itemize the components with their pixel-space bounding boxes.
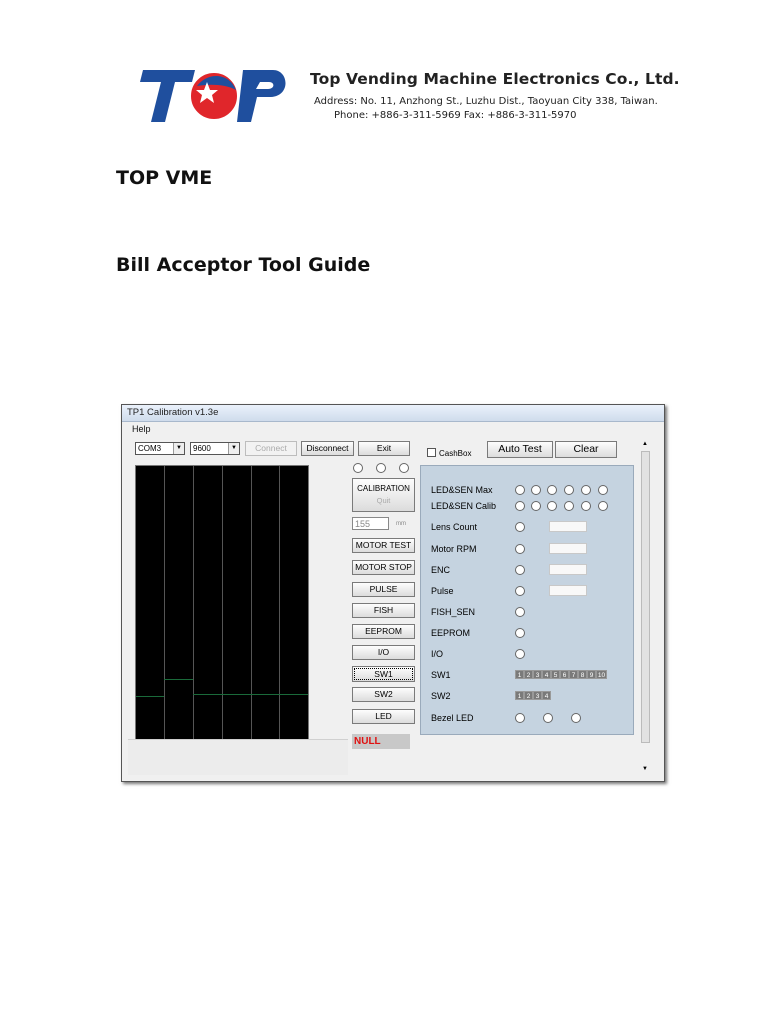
sw2-button[interactable]: SW2 [352,687,415,702]
scroll-down-icon[interactable]: ▼ [642,766,648,772]
pulse-label: Pulse [431,586,454,596]
baud-select[interactable] [190,442,240,455]
motor-stop-button[interactable]: MOTOR STOP [352,560,415,575]
led-calib-radio-3[interactable] [547,501,557,511]
scroll-up-icon[interactable]: ▲ [642,441,648,447]
sw2-label: SW2 [431,691,451,701]
fish-sen-radio[interactable] [515,607,525,617]
eeprom-button[interactable]: EEPROM [352,624,415,639]
sw2-key-2[interactable]: 2 [524,691,533,700]
led-max-radio-5[interactable] [581,485,591,495]
led-sen-max-label: LED&SEN Max [431,485,493,495]
pulse-field [549,585,587,596]
company-logo [137,64,293,126]
led-calib-radio-1[interactable] [515,501,525,511]
led-calib-radio-2[interactable] [531,501,541,511]
eeprom-label: EEPROM [431,628,471,638]
exit-button[interactable]: Exit [358,441,410,456]
led-max-radio-6[interactable] [598,485,608,495]
status-indicator: NULL [352,734,410,749]
sw2-key-4[interactable]: 4 [542,691,551,700]
document-title: TOP VME [116,167,213,189]
motor-rpm-radio[interactable] [515,544,525,554]
clear-button[interactable]: Clear [555,441,617,458]
sw2-key-3[interactable]: 3 [533,691,542,700]
chevron-down-icon[interactable]: ▼ [228,443,239,454]
io-button[interactable]: I/O [352,645,415,660]
sw2-key-1[interactable]: 1 [515,691,524,700]
quit-label: Quit [376,496,391,505]
sw1-key-1[interactable]: 1 [515,670,524,679]
sw1-key-9[interactable]: 9 [587,670,596,679]
io-label: I/O [431,649,444,659]
sw1-key-3[interactable]: 3 [533,670,542,679]
calibration-button[interactable] [352,478,415,512]
menu-help[interactable]: Help [132,424,151,434]
led-sen-calib-label: LED&SEN Calib [431,501,497,511]
pulse-button[interactable]: PULSE [352,582,415,597]
document-subtitle: Bill Acceptor Tool Guide [116,254,371,276]
graph-footer [128,739,348,775]
sw1-label: SW1 [431,670,451,680]
pulse-radio[interactable] [515,586,525,596]
fish-sen-label: FISH_SEN [431,607,476,617]
bezel-led-radio-3[interactable] [571,713,581,723]
fish-button[interactable]: FISH [352,603,415,618]
bezel-led-radio-2[interactable] [543,713,553,723]
steps-unit: mm [396,521,406,527]
lens-count-field [549,521,587,532]
sw1-key-6[interactable]: 6 [560,670,569,679]
enc-label: ENC [431,565,451,575]
status-radio-2[interactable] [376,463,386,473]
eeprom-radio[interactable] [515,628,525,638]
led-calib-radio-6[interactable] [598,501,608,511]
calibration-window [121,404,665,782]
sw1-key-8[interactable]: 8 [578,670,587,679]
steps-input[interactable]: 155 [352,517,389,530]
bezel-led-label: Bezel LED [431,713,474,723]
lens-count-radio[interactable] [515,522,525,532]
company-address: Address: No. 11, Anzhong St., Luzhu Dist., Taoyuan City 338, Taiwan. [314,96,658,107]
led-calib-radio-5[interactable] [581,501,591,511]
sw1-key-2[interactable]: 2 [524,670,533,679]
sw1-key-5[interactable]: 5 [551,670,560,679]
window-title: TP1 Calibration v1.3e [122,405,664,422]
enc-field [549,564,587,575]
motor-rpm-label: Motor RPM [431,544,477,554]
company-name: Top Vending Machine Electronics Co., Ltd. [310,70,680,88]
port-select[interactable] [135,442,185,455]
sw1-key-7[interactable]: 7 [569,670,578,679]
bezel-led-radio-1[interactable] [515,713,525,723]
io-radio[interactable] [515,649,525,659]
checkbox-box[interactable] [427,448,436,457]
calibration-label: CALIBRATION [357,484,410,493]
scroll-thumb[interactable] [641,451,650,743]
led-max-radio-1[interactable] [515,485,525,495]
sw1-key-10[interactable]: 10 [597,672,606,679]
company-phone: Phone: +886-3-311-5969 Fax: +886-3-311-5970 [334,110,577,121]
cashbox-label: CashBox [439,449,472,458]
lens-count-label: Lens Count [431,522,478,532]
auto-test-button[interactable]: Auto Test [487,441,553,458]
led-button[interactable]: LED [352,709,415,724]
sw1-key-4[interactable]: 4 [542,670,551,679]
led-max-radio-2[interactable] [531,485,541,495]
status-radio-3[interactable] [399,463,409,473]
led-calib-radio-4[interactable] [564,501,574,511]
connect-button[interactable]: Connect [245,441,297,456]
led-max-radio-3[interactable] [547,485,557,495]
cashbox-checkbox[interactable] [427,448,471,458]
status-radio-1[interactable] [353,463,363,473]
status-panel [420,465,634,735]
disconnect-button[interactable]: Disconnect [301,441,354,456]
motor-test-button[interactable]: MOTOR TEST [352,538,415,553]
chevron-down-icon[interactable]: ▼ [173,443,184,454]
port-value: COM3 [138,444,162,453]
window-client [128,438,649,774]
sensor-graph [135,465,309,741]
motor-rpm-field [549,543,587,554]
baud-value: 9600 [193,444,211,453]
sw1-button[interactable]: SW1 [352,666,415,682]
vertical-scrollbar[interactable] [641,438,649,774]
enc-radio[interactable] [515,565,525,575]
led-max-radio-4[interactable] [564,485,574,495]
